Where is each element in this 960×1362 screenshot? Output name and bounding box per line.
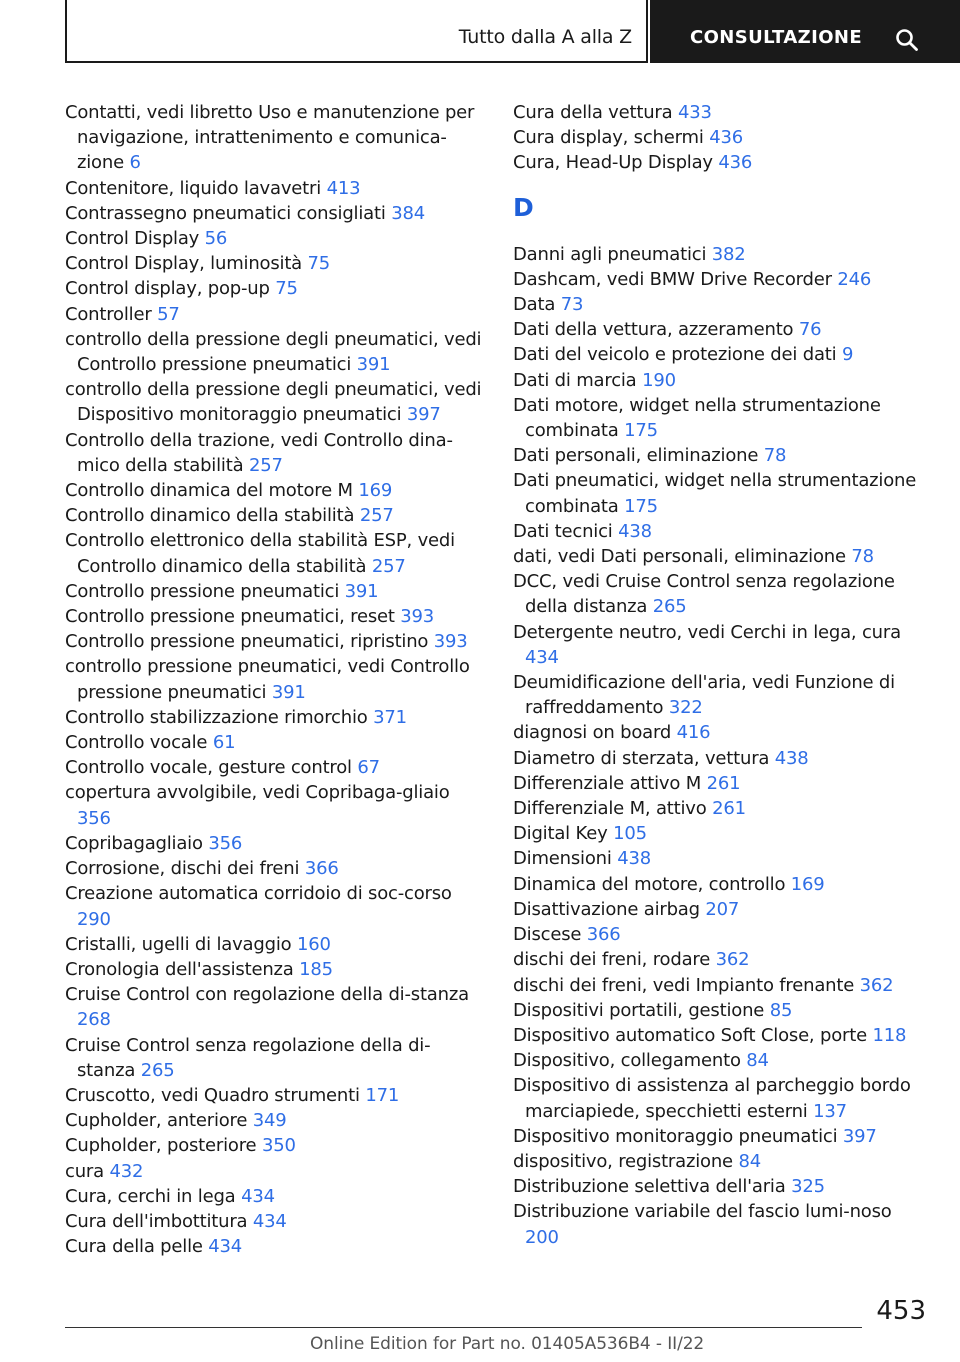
entry-page-link[interactable]: 118 (872, 1024, 907, 1046)
entry-term: cura (65, 1160, 104, 1182)
entry-term: Controllo vocale (65, 732, 208, 754)
entry-term: Cristalli, ugelli di lavaggio (65, 933, 292, 955)
entry-term: Data (513, 294, 556, 316)
entry-page-link[interactable]: 169 (790, 873, 825, 895)
entry-page-link[interactable]: 84 (738, 1150, 761, 1172)
entry-page-link[interactable]: 397 (406, 404, 441, 426)
index-entry (65, 100, 485, 176)
entry-term: Cruise Control con regolazione della di-stanza (65, 984, 469, 1006)
entry-page-link[interactable]: 78 (851, 546, 874, 568)
entry-term: Dati motore, widget nella strumentazione combinata (513, 394, 881, 442)
entry-term: dispositivo, registrazione (513, 1150, 733, 1172)
index-entry (513, 267, 923, 292)
entry-term: Controllo della trazione, vedi Controllo dina-mico della stabilità (65, 429, 453, 476)
entry-term: Cura, cerchi in lega (65, 1185, 236, 1207)
entry-page-link[interactable]: 434 (525, 646, 559, 668)
index-entry (513, 393, 923, 443)
index-entry (513, 569, 923, 619)
entry-term: Controllo stabilizzazione rimorchio (65, 706, 368, 728)
index-entry (65, 957, 485, 982)
index-entry (513, 1073, 923, 1123)
entry-term: Differenziale M, attivo (513, 798, 707, 820)
index-entry (513, 670, 923, 720)
entry-term: Dispositivo, collegamento (513, 1050, 741, 1072)
entry-term: Distribuzione variabile del fascio lumi-noso (513, 1201, 892, 1223)
entry-page-link[interactable]: 349 (252, 1110, 287, 1132)
entry-page-link[interactable]: 393 (400, 606, 435, 628)
index-entry (65, 302, 485, 327)
index-entry (65, 327, 485, 377)
entry-term: Controllo vocale, gesture control (65, 757, 352, 779)
index-entry (513, 998, 923, 1023)
entry-term: Dati tecnici (513, 520, 613, 542)
index-letter-heading: D (513, 192, 534, 222)
entry-page-link[interactable]: 290 (77, 908, 111, 930)
entry-term: Cura, Head-Up Display (513, 152, 713, 174)
entry-term: Cura display, schermi (513, 127, 704, 149)
index-group-c-continued (513, 100, 923, 176)
index-entry (65, 377, 485, 427)
entry-page-link[interactable]: 413 (326, 177, 361, 199)
entry-term: Contatti, vedi libretto Uso e manutenzione per navigazione, intrattenimento e comunica-zione (65, 102, 475, 174)
entry-term: Controllo pressione pneumatici, ripristino (65, 631, 429, 653)
entry-page-link[interactable]: 265 (140, 1059, 175, 1081)
entry-term: Cruscotto, vedi Quadro strumenti (65, 1084, 360, 1106)
entry-page-link[interactable]: 438 (618, 520, 652, 542)
entry-page-link[interactable]: 397 (842, 1125, 877, 1147)
consultazione-tab[interactable] (650, 0, 960, 63)
entry-term: Differenziale attivo M (513, 772, 702, 794)
entry-page-link[interactable]: 265 (652, 596, 687, 618)
entry-term: dischi dei freni, rodare (513, 949, 711, 971)
entry-term: Dati della vettura, azzeramento (513, 319, 794, 341)
index-entry (65, 755, 485, 780)
entry-term: Copribagagliaio (65, 832, 203, 854)
entry-page-link[interactable]: 78 (763, 445, 787, 467)
entry-term: Dati pneumatici, widget nella strumentazione combinata (513, 470, 917, 517)
entry-term: Dinamica del motore, controllo (513, 873, 786, 895)
entry-page-link[interactable]: 75 (307, 253, 331, 275)
entry-page-link[interactable]: 416 (676, 722, 711, 744)
entry-term: controllo pressione pneumatici, vedi Controllo pressione pneumatici (65, 656, 470, 703)
entry-term: Detergente neutro, vedi Cerchi in lega, cura (513, 621, 901, 643)
entry-term: Discese (513, 924, 582, 946)
index-entry (65, 478, 485, 503)
entry-term: Dati del veicolo e protezione dei dati (513, 344, 837, 366)
entry-term: Cura della pelle (65, 1236, 203, 1258)
index-entry (65, 1209, 485, 1234)
footer-divider (65, 1327, 862, 1328)
index-entry (513, 1023, 923, 1048)
entry-page-link[interactable]: 434 (241, 1185, 275, 1207)
entry-term: Controllo elettronico della stabilità ESP, vedi Controllo dinamico della stabilità (65, 530, 455, 577)
entry-term: Controller (65, 303, 152, 325)
index-entry (65, 780, 485, 830)
entry-term: Cura dell'imbottitura (65, 1210, 248, 1232)
index-entry (513, 620, 923, 670)
index-column-right (513, 100, 923, 1250)
entry-term: Cruise Control senza regolazione della di-stanza (65, 1034, 431, 1081)
index-entry (513, 468, 923, 518)
entry-term: Cupholder, posteriore (65, 1135, 257, 1157)
entry-term: Dashcam, vedi BMW Drive Recorder (513, 268, 832, 290)
entry-term: Dimensioni (513, 848, 612, 870)
entry-page-link[interactable]: 61 (212, 732, 236, 754)
entry-page-link[interactable]: 356 (208, 832, 243, 854)
index-entry (513, 746, 923, 771)
index-entry (513, 973, 923, 998)
entry-page-link[interactable]: 325 (791, 1176, 825, 1198)
entry-page-link[interactable]: 362 (859, 974, 894, 996)
entry-page-link[interactable]: 350 (261, 1135, 296, 1157)
entry-term: Corrosione, dischi dei freni (65, 858, 300, 880)
entry-page-link[interactable]: 160 (296, 933, 331, 955)
entry-page-link[interactable]: 261 (712, 798, 746, 820)
entry-page-link[interactable]: 67 (357, 757, 380, 779)
index-entry (65, 1184, 485, 1209)
index-entry (513, 544, 923, 569)
entry-term: Dispositivo automatico Soft Close, porte (513, 1024, 867, 1046)
entry-page-link[interactable]: 356 (77, 807, 111, 829)
tab-label: CONSULTAZIONE (690, 27, 863, 48)
index-entry (513, 897, 923, 922)
index-entry (65, 1108, 485, 1133)
entry-page-link[interactable]: 175 (624, 495, 658, 517)
entry-term: copertura avvolgibile, vedi Copribaga-gliaio (65, 782, 450, 804)
entry-term: Controllo dinamica del motore M (65, 480, 353, 502)
index-entry (513, 771, 923, 796)
index-entry (65, 629, 485, 654)
entry-term: Controllo dinamico della stabilità (65, 505, 355, 527)
entry-term: Cura della vettura (513, 102, 673, 123)
footer-edition: Online Edition for Part no. 01405A536B4 - II/22 (310, 1334, 705, 1354)
index-entry (65, 428, 485, 478)
index-entry (513, 242, 923, 267)
entry-page-link[interactable]: 362 (715, 949, 750, 971)
index-entry (65, 1234, 485, 1259)
entry-page-link[interactable]: 391 (356, 354, 391, 376)
entry-page-link[interactable]: 393 (433, 631, 468, 653)
entry-page-link[interactable]: 438 (617, 848, 651, 870)
index-entry (65, 1033, 485, 1083)
entry-page-link[interactable]: 434 (252, 1210, 287, 1232)
index-entry (513, 292, 923, 317)
entry-page-link[interactable]: 6 (129, 152, 141, 174)
entry-page-link[interactable]: 57 (157, 303, 180, 325)
entry-page-link[interactable]: 207 (705, 898, 740, 920)
entry-page-link[interactable]: 261 (706, 772, 741, 794)
index-entry (65, 654, 485, 704)
index-entry (513, 342, 923, 367)
index-entry (65, 982, 485, 1032)
index-entry (65, 881, 485, 931)
entry-page-link[interactable]: 434 (208, 1236, 243, 1258)
index-entry (513, 846, 923, 871)
entry-page-link[interactable]: 436 (709, 127, 743, 149)
entry-page-link[interactable]: 257 (248, 454, 283, 476)
entry-term: Cronologia dell'assistenza (65, 958, 294, 980)
section-title: Tutto dalla A alla Z (458, 26, 632, 48)
index-entry (65, 276, 485, 301)
index-column-left (65, 100, 485, 1259)
index-entry (513, 317, 923, 342)
index-entry (513, 1149, 923, 1174)
entry-page-link[interactable]: 371 (373, 706, 407, 728)
entry-page-link[interactable]: 382 (711, 243, 746, 265)
page-number: 453 (876, 1296, 926, 1326)
entry-term: Contrassegno pneumatici consigliati (65, 202, 386, 224)
index-entry (513, 1124, 923, 1149)
entry-page-link[interactable]: 175 (624, 420, 658, 442)
search-icon[interactable] (895, 28, 919, 52)
entry-term: Dati di marcia (513, 369, 637, 391)
index-entry (65, 1159, 485, 1184)
index-entry (65, 528, 485, 578)
index-entry (65, 176, 485, 201)
index-entry (65, 831, 485, 856)
entry-page-link[interactable]: 105 (613, 823, 647, 845)
entry-page-link[interactable]: 171 (365, 1084, 400, 1106)
entry-page-link[interactable]: 76 (798, 319, 822, 341)
index-entry (513, 519, 923, 544)
entry-page-link[interactable]: 169 (358, 480, 393, 502)
index-entry (513, 947, 923, 972)
entry-page-link[interactable]: 56 (204, 228, 228, 250)
entry-page-link[interactable]: 84 (746, 1050, 769, 1072)
entry-term: controllo della pressione degli pneumatici, vedi Controllo pressione pneumatici (65, 328, 482, 376)
entry-term: dischi dei freni, vedi Impianto frenante (513, 974, 855, 996)
index-entry (65, 1133, 485, 1158)
index-entry (513, 100, 923, 125)
entry-term: Cupholder, anteriore (65, 1110, 248, 1132)
entry-page-link[interactable]: 366 (304, 858, 339, 880)
entry-term: Control Display (65, 228, 200, 250)
index-entry (513, 1048, 923, 1073)
entry-term: Dispositivo monitoraggio pneumatici (513, 1125, 838, 1147)
index-entry (513, 443, 923, 468)
entry-term: Control display, pop-up (65, 278, 270, 300)
entry-term: Dispositivi portatili, gestione (513, 999, 765, 1021)
entry-page-link[interactable]: 432 (109, 1160, 144, 1182)
entry-term: Disattivazione airbag (513, 898, 700, 920)
entry-page-link[interactable]: 246 (837, 268, 872, 290)
entry-page-link[interactable]: 9 (841, 344, 854, 366)
index-entry (65, 226, 485, 251)
entry-term: Distribuzione selettiva dell'aria (513, 1176, 786, 1198)
index-entry (65, 730, 485, 755)
entry-page-link[interactable]: 384 (391, 202, 425, 224)
entry-term: Dati personali, eliminazione (513, 445, 759, 467)
entry-page-link[interactable]: 73 (560, 294, 584, 316)
entry-page-link[interactable]: 268 (77, 1009, 111, 1031)
entry-term: Controllo pressione pneumatici, reset (65, 606, 395, 628)
entry-term: controllo della pressione degli pneumatici, vedi Dispositivo monitoraggio pneumatici (65, 379, 482, 426)
index-entry (65, 604, 485, 629)
index-entry (513, 150, 923, 175)
entry-term: DCC, vedi Cruise Control senza regolazione della distanza (513, 571, 895, 618)
entry-term: Creazione automatica corridoio di soc-corso (65, 883, 452, 905)
index-entry (513, 922, 923, 947)
index-entry (65, 856, 485, 881)
entry-page-link[interactable]: 75 (275, 278, 298, 300)
entry-page-link[interactable]: 185 (299, 958, 333, 980)
index-entry (65, 1083, 485, 1108)
entry-page-link[interactable]: 438 (774, 747, 809, 769)
entry-term: Deumidificazione dell'aria, vedi Funzione di raffreddamento (513, 672, 895, 719)
index-entry (513, 1199, 923, 1249)
entry-term: dati, vedi Dati personali, eliminazione (513, 546, 846, 568)
entry-page-link[interactable]: 137 (813, 1100, 847, 1122)
entry-term: Danni agli pneumatici (513, 243, 707, 265)
entry-page-link[interactable]: 257 (359, 505, 394, 527)
entry-page-link[interactable]: 366 (586, 924, 621, 946)
index-entry (65, 251, 485, 276)
index-entry (513, 1174, 923, 1199)
index-entry (513, 821, 923, 846)
index-entry (65, 932, 485, 957)
entry-page-link[interactable]: 322 (668, 697, 703, 719)
entry-page-link[interactable]: 436 (718, 152, 753, 174)
entry-page-link[interactable]: 433 (678, 102, 712, 123)
index-entry (513, 720, 923, 745)
index-entry (65, 579, 485, 604)
entry-page-link[interactable]: 85 (769, 999, 793, 1021)
entry-page-link[interactable]: 391 (271, 681, 306, 703)
entry-page-link[interactable]: 190 (642, 369, 676, 391)
entry-page-link[interactable]: 200 (525, 1226, 559, 1248)
entry-term: Control Display, luminosità (65, 253, 303, 275)
entry-page-link[interactable]: 391 (344, 580, 379, 602)
index-entry (513, 796, 923, 821)
index-entry (65, 503, 485, 528)
entry-term: Digital Key (513, 823, 608, 845)
page-header (65, 0, 960, 66)
index-entry (513, 368, 923, 393)
entry-term: Controllo pressione pneumatici (65, 580, 340, 602)
entry-term: Contenitore, liquido lavavetri (65, 177, 322, 199)
entry-term: diagnosi on board (513, 722, 672, 744)
section-title-box (65, 0, 648, 63)
index-entry (65, 705, 485, 730)
index-group-d (513, 242, 923, 1250)
index-entry (513, 125, 923, 150)
entry-term: Dispositivo di assistenza al parcheggio bordo marciapiede, specchietti esterni (513, 1075, 911, 1122)
index-entry (65, 201, 485, 226)
entry-page-link[interactable]: 257 (371, 555, 406, 577)
index-entry (513, 872, 923, 897)
entry-term: Diametro di sterzata, vettura (513, 747, 770, 769)
